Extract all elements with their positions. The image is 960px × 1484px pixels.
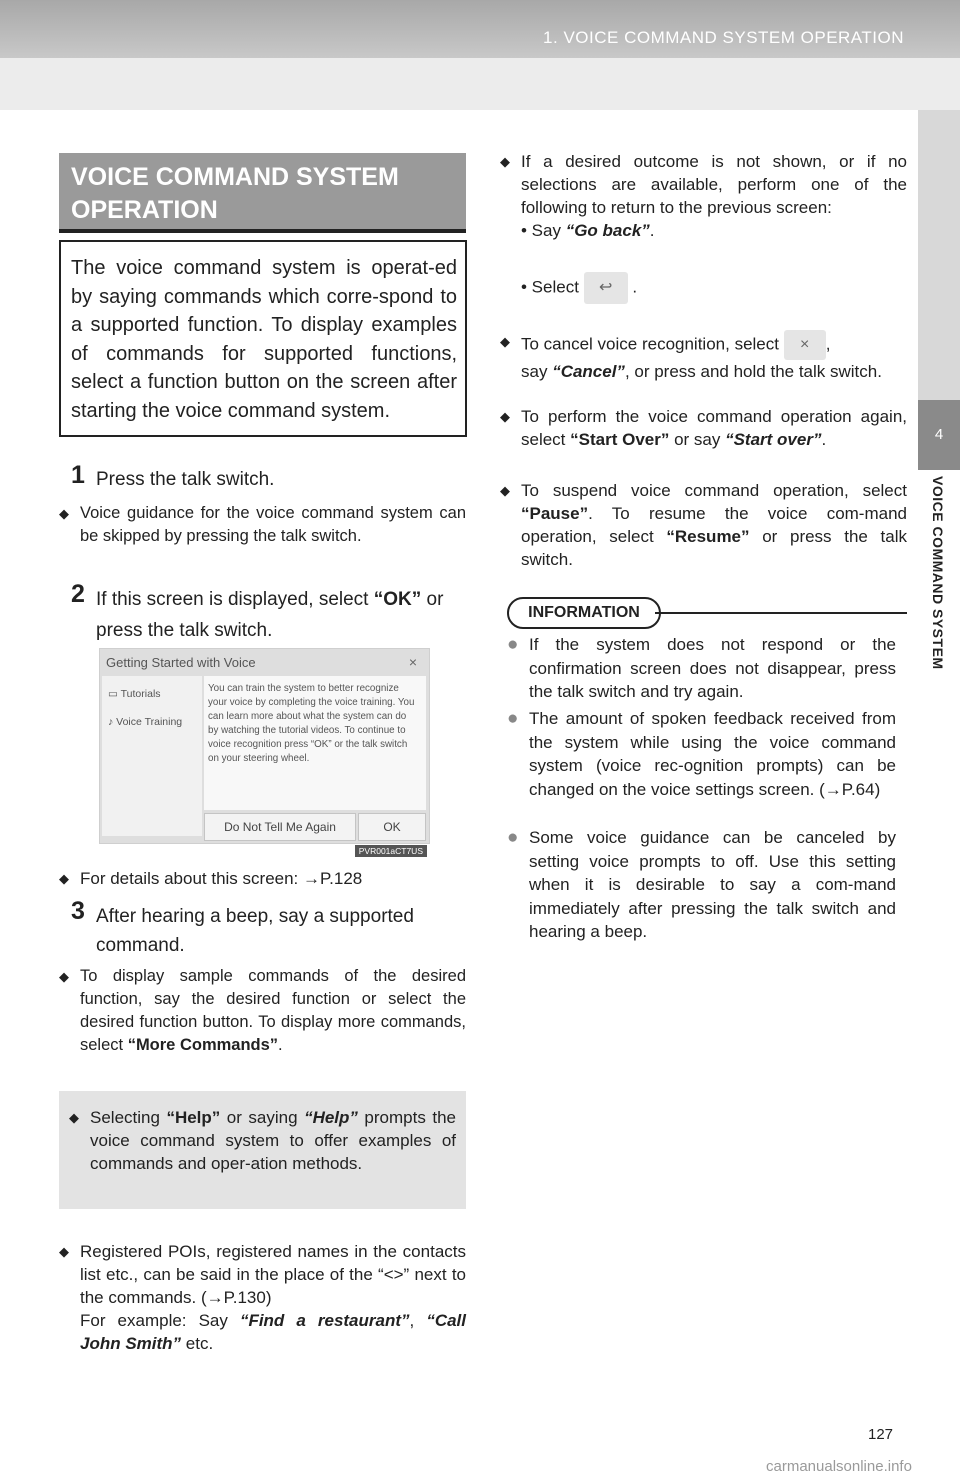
step-number: 2 xyxy=(71,580,85,608)
header-title: 1. VOICE COMMAND SYSTEM OPERATION xyxy=(543,28,904,47)
help-say: “Help” xyxy=(304,1108,358,1127)
bullet-diamond-icon: ◆ xyxy=(59,969,69,984)
screen-menu xyxy=(102,676,202,836)
say-prefix: • Say xyxy=(521,221,566,240)
page-ref: →P.130 xyxy=(206,1288,266,1307)
step-number: 1 xyxy=(71,461,85,489)
step-1-note xyxy=(59,502,466,548)
menu-item-voice-training: ♪ Voice Training xyxy=(108,716,183,728)
intro-box: The voice command system is operat-ed by saying commands which corre-spond to a supported function. To display examples of commands for supported functions, select a function button on the screen after starting the voice command system. xyxy=(59,240,467,437)
step-3-note xyxy=(59,965,466,1057)
close-icon: × xyxy=(408,654,417,670)
bullet-diamond-icon: ◆ xyxy=(59,871,69,886)
bullet-diamond-icon: ◆ xyxy=(500,154,510,169)
bullet-diamond-icon: ◆ xyxy=(69,1110,79,1125)
example-1: “Find a restaurant” xyxy=(239,1311,410,1330)
example-end: etc. xyxy=(181,1334,214,1353)
side-tab-number: 4 xyxy=(918,400,960,470)
cancel-comma: , xyxy=(825,334,831,354)
help-ref: “Help” xyxy=(166,1108,221,1127)
registered-text: Registered POIs, registered names in the contacts list etc., can be said in the place of the “<>” next to the commands. ( xyxy=(80,1242,466,1307)
note-text: Voice guidance for the voice command system can be skipped by pressing the talk switch. xyxy=(80,504,466,545)
go-back-text: If a desired outcome is not shown, or if no selections are available, perform one of the following to return to the previous screen: xyxy=(521,152,907,217)
screen-title: Getting Started with Voice xyxy=(106,655,256,670)
resume-ref: “Resume” xyxy=(666,527,750,546)
header-bar xyxy=(0,0,960,58)
step-number: 3 xyxy=(71,897,85,925)
step-text: Press the talk switch. xyxy=(96,469,275,490)
cancel-text: To cancel voice recognition, select xyxy=(521,334,784,354)
go-back-note xyxy=(500,150,907,242)
screen-body-text: You can train the system to better recognize your voice by completing the voice training. You can learn more about what the system can do by watching the tutorial videos. To continue to voice recognition press “OK” or the talk switch on your steering wheel. xyxy=(208,683,415,764)
start-over-text-2: or say xyxy=(669,430,726,449)
side-tab-label xyxy=(920,476,958,776)
menu-item-tutorials: ▭ Tutorials xyxy=(108,688,161,700)
start-over-say: “Start over” xyxy=(725,430,822,449)
close-icon: × xyxy=(784,330,826,360)
menu-label: Tutorials xyxy=(120,688,161,700)
note-text: For details about this screen: xyxy=(80,869,304,888)
start-over-note xyxy=(500,405,907,451)
example-sep: , xyxy=(409,1311,427,1330)
bullet-diamond-icon: ◆ xyxy=(500,483,510,498)
image-code: PVR001aCT7US xyxy=(355,845,427,857)
go-back-say: “Go back” xyxy=(565,221,650,240)
step-3 xyxy=(71,897,468,960)
select-end: . xyxy=(632,277,638,297)
menu-label: Voice Training xyxy=(116,716,183,728)
cancel-text-end: , or press and hold the talk switch. xyxy=(624,362,882,381)
say-end: . xyxy=(649,221,655,240)
step-text: After hearing a beep, say a supported command. xyxy=(96,906,414,956)
info-text: The amount of spoken feedback received from the system while using the voice command system (voice rec-ognition prompts) can be changed on the voice settings screen. (→P.64) xyxy=(529,709,896,799)
step-text: If this screen is displayed, select xyxy=(96,589,374,610)
select-prefix: • Select xyxy=(521,277,584,297)
page-ref: →P.128 xyxy=(303,869,363,888)
start-over-ref: “Start Over” xyxy=(570,430,670,449)
example-2: “Call John Smith” xyxy=(80,1311,466,1353)
pause-text: To suspend voice command operation, select xyxy=(521,481,907,500)
ok-button: OK xyxy=(358,813,426,841)
cancel-note xyxy=(500,330,907,383)
ok-ref: “OK” xyxy=(373,589,422,610)
page-number: 127 xyxy=(868,1426,894,1443)
side-tab-label-text: VOICE COMMAND SYSTEM xyxy=(930,476,946,670)
bullet-diamond-icon: ◆ xyxy=(59,1244,69,1259)
info-text: Some voice guidance can be canceled by setting voice prompts to off. Use this setting when it is desirable to say a com-mand immediately after pressing the talk switch and hearing a beep. xyxy=(529,828,896,941)
bullet-diamond-icon: ◆ xyxy=(500,334,510,349)
bullet-diamond-icon: ◆ xyxy=(500,409,510,424)
info-item xyxy=(507,826,896,944)
info-item xyxy=(507,633,896,704)
note-end: . xyxy=(278,1036,283,1054)
bullet-dot-icon: ● xyxy=(507,827,519,848)
start-over-text: To perform the voice command operation again, select xyxy=(521,407,907,449)
dont-tell-me-again-button: Do Not Tell Me Again xyxy=(204,813,356,841)
screen-main xyxy=(204,676,426,810)
help-text-3: prompts the voice command system to offer examples of commands and oper-ation methods. xyxy=(90,1108,456,1173)
pause-ref: “Pause” xyxy=(521,504,589,523)
information-label: INFORMATION xyxy=(507,597,661,629)
bullet-dot-icon: ● xyxy=(507,708,519,729)
step-2-note xyxy=(59,867,466,890)
watermark: carmanualsonline.info xyxy=(766,1458,912,1475)
start-over-end: . xyxy=(821,430,827,449)
more-commands-ref: “More Commands” xyxy=(127,1036,279,1054)
back-icon: ↩ xyxy=(584,272,628,304)
getting-started-screen xyxy=(99,648,430,856)
cancel-word: “Cancel” xyxy=(552,362,625,381)
pause-text-2: . To resume the voice com-mand operation, select xyxy=(521,504,907,546)
header-band xyxy=(0,58,960,110)
registered-text-2: ) xyxy=(265,1288,272,1307)
step-text-end: or press the talk switch. xyxy=(96,589,444,641)
step-2 xyxy=(71,580,468,646)
section-heading xyxy=(59,153,466,233)
bullet-diamond-icon: ◆ xyxy=(59,506,69,521)
select-back-line xyxy=(521,272,907,304)
pause-text-end: or press the talk switch. xyxy=(521,527,907,569)
note-text: To display sample commands of the desired function, say the desired function or select the desired function button. To display more commands, select xyxy=(80,967,466,1054)
example-text: For example: Say xyxy=(80,1311,240,1330)
cancel-say: say xyxy=(521,362,553,381)
step-1 xyxy=(71,461,466,494)
pause-note xyxy=(500,479,907,571)
section-title: VOICE COMMAND SYSTEM OPERATION xyxy=(71,163,399,224)
bullet-dot-icon: ● xyxy=(507,634,519,655)
help-text: Selecting xyxy=(90,1108,167,1127)
info-item xyxy=(507,707,896,801)
side-tab-top xyxy=(918,110,960,400)
help-text-2: or saying xyxy=(220,1108,305,1127)
info-text: If the system does not respond or the confirmation screen does not disappear, press the talk switch and try again. xyxy=(529,635,896,701)
help-note xyxy=(69,1106,456,1175)
registered-note xyxy=(59,1240,466,1355)
information-rule xyxy=(655,612,907,614)
